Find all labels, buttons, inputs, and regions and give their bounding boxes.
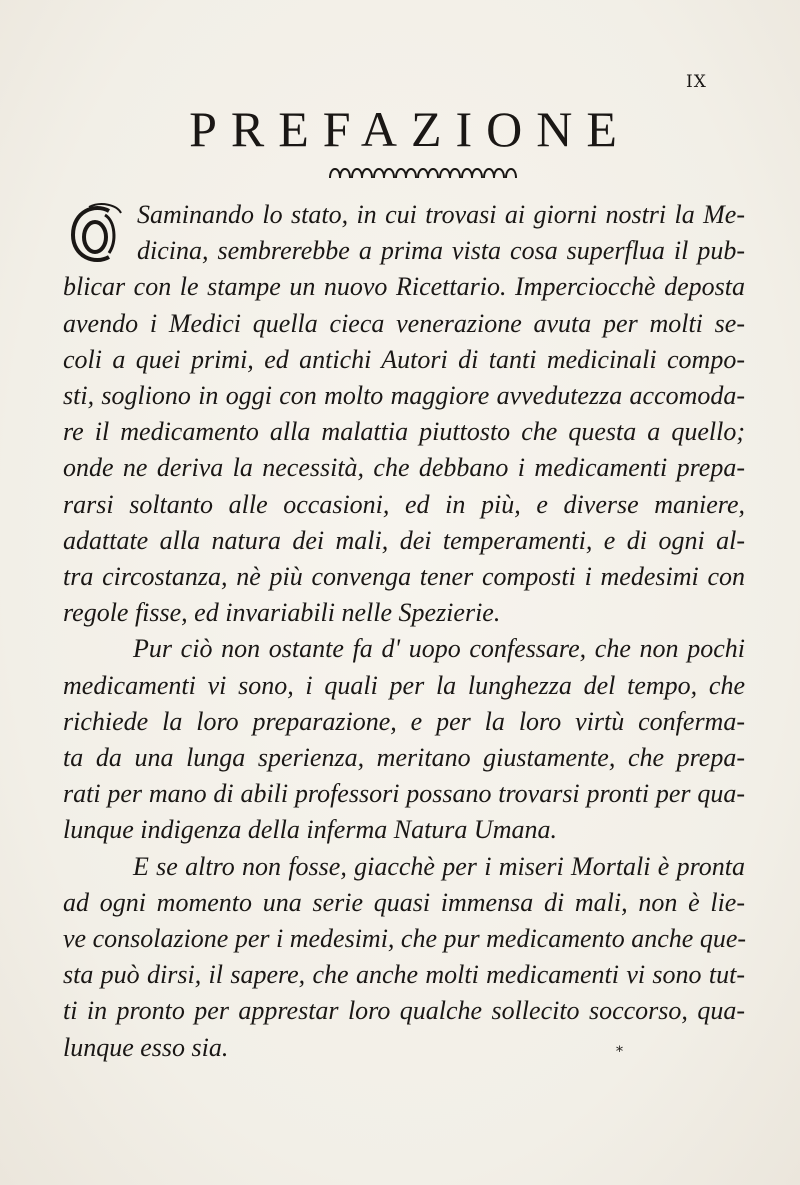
text-line: onde ne deriva la necessità, che debbano i medicamenti prepa- — [63, 453, 745, 483]
text-line: richiede la loro preparazione, e per la loro virtù conferma- — [63, 706, 745, 736]
text-line: lunque indigenza della inferma Natura Umana. — [63, 815, 557, 845]
text-line: lunque esso sia. — [63, 1032, 229, 1062]
text-line: sta può dirsi, il sapere, che anche molti medicamenti vi sono tut- — [63, 960, 745, 990]
text-line: ve consolazione per i medesimi, che pur medicamento anche que- — [63, 924, 747, 954]
page-number: IX — [686, 72, 707, 92]
text-line: tra circostanza, nè più convenga tener composti i medesimi con — [63, 562, 745, 592]
text-line: E se altro non fosse, giacchè per i miseri Mortali è pronta — [133, 851, 745, 881]
text-line: re il medicamento alla malattia piuttosto che questa a quello; — [63, 417, 745, 447]
text-line: dicina, sembrerebbe a prima vista cosa superflua il pub- — [137, 236, 745, 266]
text-line: coli a quei primi, ed antichi Autori di tanti medicinali compo- — [63, 344, 745, 374]
text-line: avendo i Medici quella cieca venerazione avuta per molti se- — [63, 308, 745, 338]
drop-cap-initial — [65, 201, 127, 271]
text-line: blicar con le stampe un nuovo Ricettario. Imperciocchè deposta — [63, 272, 745, 302]
text-line: sti, sogliono in oggi con molto maggiore avvedutezza accomoda- — [63, 381, 745, 411]
text-line: Pur ciò non ostante fa d' uopo confessare, che non pochi — [133, 634, 745, 664]
text-line: regole fisse, ed invariabili nelle Spezierie. — [63, 598, 501, 628]
catchword-mark: * — [616, 1044, 623, 1060]
text-line: ta da una lunga sperienza, meritano giustamente, che prepa- — [63, 743, 745, 773]
text-line: rarsi soltanto alle occasioni, ed in più, e diverse maniere, — [63, 489, 745, 519]
text-line: Saminando lo stato, in cui trovasi ai giorni nostri la Me- — [137, 200, 745, 229]
page-title: PREFAZIONE — [189, 101, 631, 157]
text-line: ti in pronto per apprestar loro qualche sollecito soccorso, qua- — [63, 996, 745, 1026]
text-line: rati per mano di abili professori possano trovarsi pronti per qua- — [63, 779, 745, 809]
text-line: medicamenti vi sono, i quali per la lunghezza del tempo, che — [63, 670, 745, 700]
preface-text — [63, 197, 745, 1066]
text-line: adattate alla natura dei mali, dei temperamenti, e di ogni al- — [63, 525, 745, 555]
decorative-rule-ornament — [326, 160, 526, 182]
text-line: ad ogni momento una serie quasi immensa di mali, non è lie- — [63, 887, 745, 917]
